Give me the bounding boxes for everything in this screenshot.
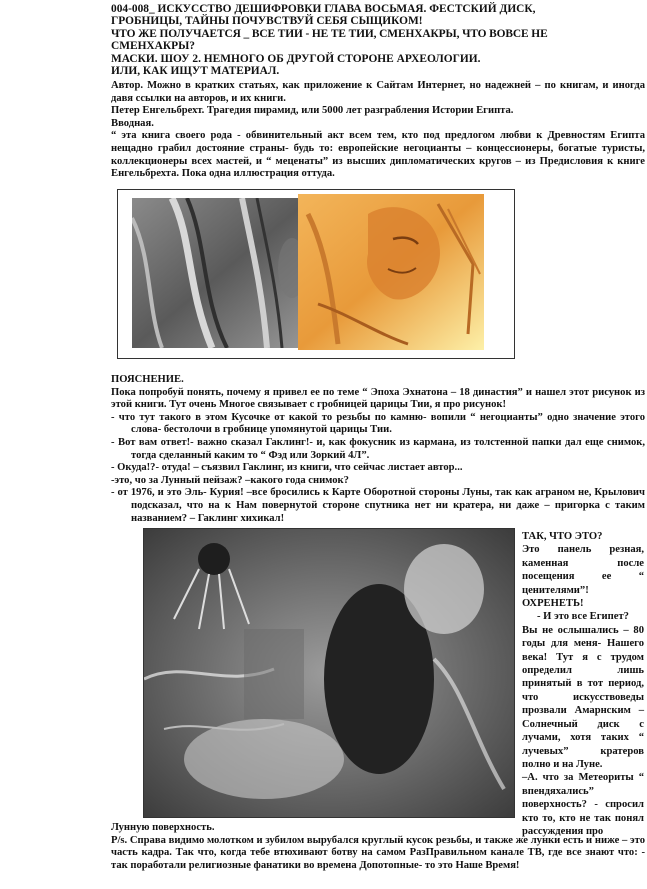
footer-line-1: Лунную поверхность. xyxy=(111,822,215,833)
header-line-2: ГРОБНИЦЫ, ТАЙНЫ ПОЧУВСТВУЙ СЕБЯ СЫЩИКОМ! xyxy=(111,15,423,28)
header-line-3: ЧТО ЖЕ ПОЛУЧАЕТСЯ _ ВСЕ ТИИ - НЕ ТЕ ТИИ, СМЕНХАКРЫ, ЧТО ВОВСЕ НЕ xyxy=(111,27,548,40)
header-line-4: СМЕНХАКРЫ? xyxy=(111,40,195,53)
explanation-block xyxy=(111,374,645,525)
explanation-bullet-1: - что тут такого в этом Кусочке от какой то резьбы по камню- вопили “ негоцианты” одно значение этого слова- бестолочи в гробнице упомянутой царицы Тии. xyxy=(111,411,645,436)
side-paragraph-2: –А. что за Метеориты “ впендяхались” поверхность? - спросил кто то, кто не так понял рассуждения про xyxy=(522,772,644,837)
footer-block xyxy=(111,822,645,872)
grey-relief-photo xyxy=(132,198,312,348)
explanation-title: ПОЯСНЕНИЕ. xyxy=(111,374,184,385)
intro-block xyxy=(111,80,645,181)
intro-label: Вводная. xyxy=(111,117,154,129)
header-line-1: 004-008_ ИСКУССТВО ДЕШИФРОВКИ ГЛАВА ВОСЬМАЯ. ФЕСТСКИЙ ДИСК, xyxy=(111,3,536,15)
side-answer: Это панель резная, каменная после посещения ее “ ценителями”! xyxy=(522,544,644,596)
carved-panel-photo xyxy=(144,529,514,817)
side-paragraph: Вы не ослышались – 80 годы для меня- Нашего века! Тут я с трудом определил лишь принятый в тот период, что искусствоведы прозвали Амарнским – Солнечный диск с лучами, хотя таких “ лучевых” кратеров полно и на Луне. xyxy=(522,624,644,770)
side-column xyxy=(522,530,644,838)
header-line-6: ИЛИ, КАК ИЩУТ МАТЕРИАЛ. xyxy=(111,65,280,78)
explanation-bullet-5: - от 1976, и это Эль- Курия! –все бросились к Карте Оборотной стороны Луны, так как аграном не, Крылович подсказал, что на к Нам повернутой стороне спутника нет ни кратера, ни даже – пригорка с таким названием? – Гаклинг хихикал! xyxy=(111,487,645,524)
author-note: Автор. Можно в кратких статьях, как приложение к Сайтам Интернет, но надежней – по книгам, и иногда давя ссылки на авторов, и их книги. xyxy=(111,80,645,104)
side-exclaim: ОХРЕНЕТЬ! xyxy=(522,598,584,610)
intro-quote: “ эта книга своего рода - обвинительный акт всем тем, кто под предлогом любви к Древностям Египта нещадно грабил достояние страны- будь то: европейские негоцианты – концессионеры, богатые туристы, коллекционеры всех мастей, и “ меценаты” из высших дипломатических кругов – из Предисловия к книге Енгельбрехта. Пока одна иллюстрация оттуда. xyxy=(111,130,645,180)
orange-relief-face-photo xyxy=(298,194,484,350)
explanation-bullet-4: -это, чо за Лунный пейзаж? –какого года снимок? xyxy=(111,474,349,486)
figure-1 xyxy=(117,189,515,359)
header-line-5: МАСКИ. ШОУ 2. НЕМНОГО ОБ ДРУГОЙ СТОРОНЕ АРХЕОЛОГИИ. xyxy=(111,52,481,65)
explanation-bullet-2: - Вот вам ответ!- важно сказал Гаклинг!- и, как фокусник из кармана, из толстенной папки дал еще снимок, тогда сделанный каким то “ Фэд или Зоркий 4Л”. xyxy=(111,436,645,461)
figure-2 xyxy=(143,528,515,818)
header-block xyxy=(111,3,645,77)
footer-ps: P/s. Справа видимо молотком и зубилом вырубался круглый кусок резьбы, и также же лунки есть и ниже – это часть кадра. Так что, когда тебе втюхивают ботву на самом РазПравильном канале ТВ, где все знают что: - так поработали религиозные фанатики во времена Допотопные- то это Наше Время! xyxy=(111,834,645,871)
explanation-paragraph: Пока попробуй понять, почему я привел ее по теме “ Эпоха Эхнатона – 18 династия” и нашел этот рисунок из этой книги. Тут очень Многое связывает с гробницей царицы Тии, я про рисунок! xyxy=(111,386,645,411)
side-question: ТАК, ЧТО ЭТО? xyxy=(522,531,603,542)
side-question-2: - И это все Египет? xyxy=(537,611,629,623)
explanation-bullet-3: - Окуда!?- отуда! – съязвил Гаклинг, из книги, что сейчас листает автор... xyxy=(111,462,463,474)
book-title: Петер Енгельбрехт. Трагедия пирамид, или 5000 лет разграбления Истории Египта. xyxy=(111,105,514,117)
